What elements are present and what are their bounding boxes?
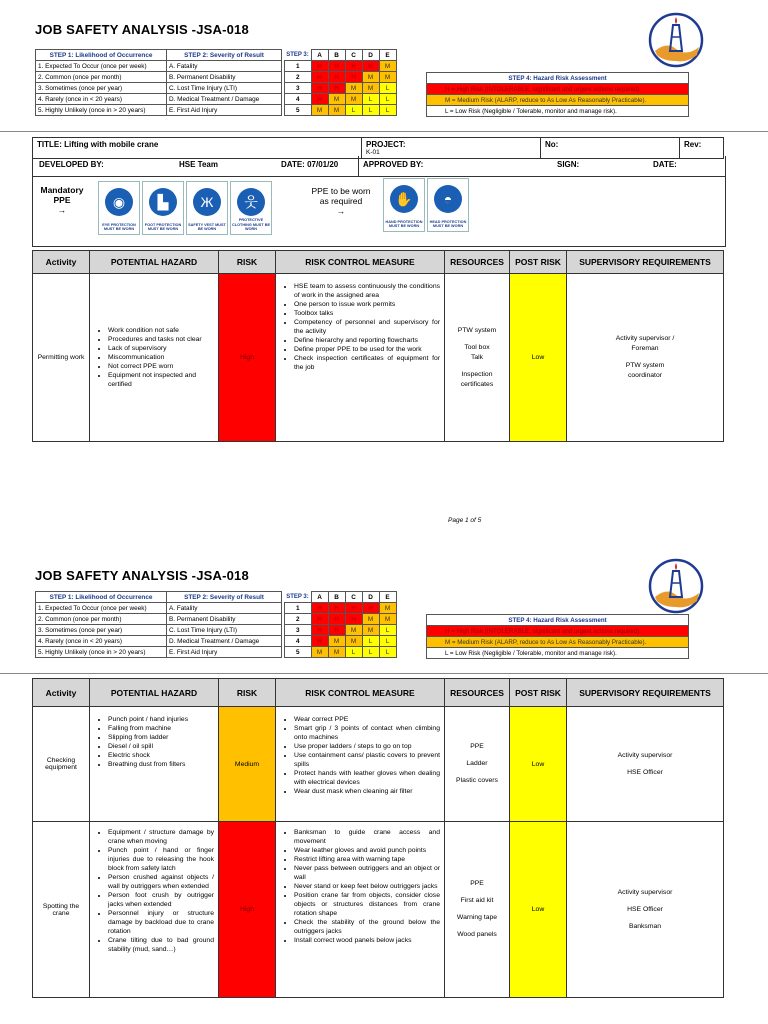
grid-cell: L <box>345 647 362 658</box>
grid-row-header: 3 <box>285 625 312 636</box>
hazard-item: • Work condition not safe <box>108 326 214 335</box>
grid-cell: L <box>379 83 396 94</box>
grid-cell: H <box>362 603 379 614</box>
grid-cell: M <box>345 83 362 94</box>
step1-header: STEP 1: Likelihood of Occurrence <box>36 592 167 603</box>
resource-item: Ladder <box>466 760 488 767</box>
control-item: • Position crane far from objects, consider close objects or structures distances from crane rotation shape <box>294 891 440 918</box>
grid-cell: M <box>362 625 379 636</box>
activity-cell: Checking equipment <box>33 707 90 822</box>
gloves-icon: ✋ HAND PROTECTION MUST BE WORN <box>383 178 425 232</box>
severity-item: C. Lost Time Injury (LTI) <box>167 83 282 94</box>
col-hazard: POTENTIAL HAZARD <box>90 679 219 707</box>
severity-item: A. Fatality <box>167 603 282 614</box>
developed-by-label: DEVELOPED BY: <box>39 160 104 169</box>
resource-item: Wood panels <box>457 931 497 938</box>
col-resources: RESOURCES <box>445 679 510 707</box>
date2-label: DATE: <box>653 160 677 169</box>
sign-label: SIGN: <box>557 160 580 169</box>
control-cell <box>276 822 445 998</box>
grid-cell: L <box>362 105 379 116</box>
control-item: • Smart grip / 3 points of contact when climbing onto machines <box>294 724 440 742</box>
likelihood-severity-table <box>35 591 282 658</box>
grid-col-header: E <box>379 592 396 603</box>
grid-col-header: A <box>311 50 328 61</box>
ppe-row <box>32 176 726 247</box>
supervisory-item: Activity supervisor / Foreman <box>615 335 675 352</box>
hazard-item: • Personnel injury or structure damage by backload due to crane rotation <box>108 909 214 936</box>
helmet-icon: ◓ HEAD PROTECTION MUST BE WORN <box>427 178 469 232</box>
step3-label: STEP 3: <box>286 593 309 600</box>
hazard-item: • Miscommunication <box>108 353 214 362</box>
grid-cell: M <box>311 105 328 116</box>
company-logo-icon <box>647 557 705 615</box>
control-item: • Wear dust mask when cleaning air filter <box>294 787 440 796</box>
post-risk-badge: Low <box>510 274 567 442</box>
document-title: JOB SAFETY ANALYSIS -JSA-018 <box>35 568 249 583</box>
ppe-required-label: PPE to be worn as required <box>311 186 371 206</box>
hazard-item: • Person foot crush by outrigger jacks when extended <box>108 891 214 909</box>
grid-cell: H <box>362 61 379 72</box>
grid-cell: M <box>362 83 379 94</box>
table-row <box>33 822 724 998</box>
grid-cell: M <box>379 61 396 72</box>
likelihood-item: 2. Common (once per month) <box>36 72 167 83</box>
grid-cell: H <box>328 72 345 83</box>
control-item: • Toolbox talks <box>294 309 440 318</box>
table-row <box>33 274 724 442</box>
vest-icon: Ж SAFETY VEST MUST BE WORN <box>186 181 228 235</box>
grid-cell: H <box>328 603 345 614</box>
step2-header: STEP 2: Severity of Result <box>167 592 282 603</box>
page-number: Page 1 of 5 <box>448 517 482 524</box>
col-activity: Activity <box>33 679 90 707</box>
grid-cell: M <box>328 105 345 116</box>
grid-cell: H <box>345 603 362 614</box>
resource-item: PPE <box>470 743 484 750</box>
col-hazard: POTENTIAL HAZARD <box>90 251 219 274</box>
legend-medium: M = Medium Risk (ALARP, reduce to As Low As Reasonably Practicable). <box>427 95 689 106</box>
company-logo-icon <box>647 11 705 69</box>
resources-cell <box>445 707 510 822</box>
grid-col-header: E <box>379 50 396 61</box>
grid-cell: H <box>311 94 328 105</box>
severity-item: B. Permanent Disability <box>167 614 282 625</box>
hazard-cell <box>90 822 219 998</box>
col-post-risk: POST RISK <box>510 251 567 274</box>
supervisory-item: Banksman <box>628 922 662 930</box>
resource-item: PTW system <box>457 326 497 334</box>
grid-col-header: A <box>311 592 328 603</box>
hazard-item: • Lack of supervisory <box>108 344 214 353</box>
grid-cell: L <box>379 94 396 105</box>
control-item: • Wear leather gloves and avoid punch points <box>294 846 440 855</box>
resource-item: PPE <box>470 880 484 887</box>
control-item: • Never pass between outriggers and an object or wall <box>294 864 440 882</box>
hazard-item: • Falling from machine <box>108 724 214 733</box>
grid-cell: M <box>379 614 396 625</box>
grid-cell: H <box>345 72 362 83</box>
risk-badge: High <box>219 274 276 442</box>
grid-row-header: 5 <box>285 647 312 658</box>
legend-high: H = High Risk (INTOLERABLE, significant and urgent actions required) <box>427 626 689 637</box>
control-item: • Banksman to guide crane access and movement <box>294 828 440 846</box>
legend-medium: M = Medium Risk (ALARP, reduce to As Low As Reasonably Practicable). <box>427 637 689 648</box>
approved-by-label: APPROVED BY: <box>363 160 424 169</box>
step4-header: STEP 4: Hazard Risk Assessment <box>427 73 689 84</box>
hazard-risk-legend <box>426 614 689 659</box>
divider <box>0 673 768 674</box>
grid-cell: H <box>311 83 328 94</box>
severity-item: C. Lost Time Injury (LTI) <box>167 625 282 636</box>
grid-cell: M <box>328 636 345 647</box>
hazard-item: • Breathing dust from filters <box>108 760 214 769</box>
grid-cell: M <box>345 636 362 647</box>
grid-col-header: D <box>362 592 379 603</box>
likelihood-item: 3. Sometimes (once per year) <box>36 83 167 94</box>
step2-header: STEP 2: Severity of Result <box>167 50 282 61</box>
control-item: • Wear correct PPE <box>294 715 440 724</box>
grid-cell: L <box>379 636 396 647</box>
activity-cell: Permitting work <box>33 274 90 442</box>
divider <box>0 131 768 132</box>
grid-cell: M <box>328 94 345 105</box>
grid-cell: L <box>379 625 396 636</box>
grid-cell: M <box>362 614 379 625</box>
number-label: No: <box>541 138 680 159</box>
grid-cell: M <box>311 647 328 658</box>
grid-row-header: 1 <box>285 61 312 72</box>
control-item: • Use containment cans/ plastic covers to prevent spills <box>294 751 440 769</box>
grid-cell: L <box>379 647 396 658</box>
col-risk: RISK <box>219 679 276 707</box>
date-value: DATE: 07/01/20 <box>281 160 339 169</box>
grid-cell: H <box>311 636 328 647</box>
supervisory-cell <box>567 274 724 442</box>
cell-divider <box>358 156 359 176</box>
control-item: • Restrict lifting area with warning tape <box>294 855 440 864</box>
revision-label: Rev: <box>680 138 724 159</box>
grid-row-header: 4 <box>285 94 312 105</box>
resources-cell <box>445 274 510 442</box>
post-risk-badge: Low <box>510 822 567 998</box>
resource-item: Warning tape <box>456 914 498 921</box>
control-item: • Check inspection certificates of equipment for the job <box>294 354 440 372</box>
jsa-table-page1 <box>32 250 724 442</box>
risk-badge: High <box>219 822 276 998</box>
likelihood-item: 2. Common (once per month) <box>36 614 167 625</box>
grid-cell: M <box>328 647 345 658</box>
severity-item: A. Fatality <box>167 61 282 72</box>
likelihood-item: 3. Sometimes (once per year) <box>36 625 167 636</box>
grid-cell: M <box>345 94 362 105</box>
hazard-item: • Diesel / oil spill <box>108 742 214 751</box>
document-title: JOB SAFETY ANALYSIS -JSA-018 <box>35 22 249 37</box>
step4-header: STEP 4: Hazard Risk Assessment <box>427 615 689 626</box>
jsa-table-page2 <box>32 678 724 998</box>
severity-item: D. Medical Treatment / Damage <box>167 94 282 105</box>
arrow-icon: → <box>336 206 346 216</box>
hazard-item: • Crane tilting due to bad ground stability (mud, sand…) <box>108 936 214 954</box>
hazard-item: • Punch point / hand or finger injuries due to releasing the hook block from safety latch <box>108 846 214 873</box>
control-item: • Define proper PPE to be used for the work <box>294 345 440 354</box>
grid-cell: L <box>379 105 396 116</box>
table-row <box>33 707 724 822</box>
supervisory-item: PTW system coordinator <box>625 362 665 379</box>
col-control: RISK CONTROL MEASURE <box>276 679 445 707</box>
likelihood-item: 4. Rarely (once in < 20 years) <box>36 636 167 647</box>
mandatory-ppe-label: Mandatory PPE <box>40 185 84 205</box>
control-cell <box>276 707 445 822</box>
hazard-cell <box>90 707 219 822</box>
grid-col-header: C <box>345 592 362 603</box>
severity-item: E. First Aid Injury <box>167 105 282 116</box>
likelihood-item: 1. Expected To Occur (once per week) <box>36 61 167 72</box>
grid-row-header: 2 <box>285 72 312 83</box>
severity-item: B. Permanent Disability <box>167 72 282 83</box>
grid-cell: H <box>328 61 345 72</box>
grid-cell: H <box>311 603 328 614</box>
control-item: • Install correct wood panels below jacks <box>294 936 440 945</box>
hazard-item: • Equipment / structure damage by crane when moving <box>108 828 214 846</box>
control-cell <box>276 274 445 442</box>
grid-cell: H <box>311 61 328 72</box>
risk-badge: Medium <box>219 707 276 822</box>
legend-low: L = Low Risk (Negligible / Tolerable, monitor and manage risk). <box>427 106 689 117</box>
grid-cell: H <box>345 61 362 72</box>
coverall-icon: 웃 PROTECTIVE CLOTHING MUST BE WORN <box>230 181 272 235</box>
goggles-icon: ◉ EYE PROTECTION MUST BE WORN <box>98 181 140 235</box>
post-risk-badge: Low <box>510 707 567 822</box>
risk-matrix-grid <box>284 49 397 116</box>
grid-row-header: 5 <box>285 105 312 116</box>
resource-item: Plastic covers <box>456 777 498 784</box>
col-risk: RISK <box>219 251 276 274</box>
likelihood-item: 1. Expected To Occur (once per week) <box>36 603 167 614</box>
control-item: • HSE team to assess continuously the conditions of work in the assigned area <box>294 282 440 300</box>
hazard-risk-legend <box>426 72 689 117</box>
control-item: • Competency of personnel and supervisory for the activity <box>294 318 440 336</box>
supervisory-item: HSE Officer <box>627 768 663 776</box>
resource-item: First aid kit <box>460 897 494 904</box>
control-item: • Define hierarchy and reporting flowcharts <box>294 336 440 345</box>
supervisory-cell <box>567 707 724 822</box>
project-label: PROJECT: <box>366 140 406 149</box>
grid-cell: H <box>345 614 362 625</box>
col-resources: RESOURCES <box>445 251 510 274</box>
grid-cell: H <box>328 625 345 636</box>
grid-cell: H <box>328 83 345 94</box>
severity-item: D. Medical Treatment / Damage <box>167 636 282 647</box>
supervisory-item: HSE Officer <box>627 905 663 913</box>
grid-cell: M <box>345 625 362 636</box>
control-item: • Use proper ladders / steps to go on top <box>294 742 440 751</box>
grid-cell: M <box>379 72 396 83</box>
grid-cell: H <box>328 614 345 625</box>
resources-cell <box>445 822 510 998</box>
grid-col-header: C <box>345 50 362 61</box>
hazard-item: • Equipment not inspected and certified <box>108 371 214 389</box>
activity-cell: Spotting the crane <box>33 822 90 998</box>
severity-item: E. First Aid Injury <box>167 647 282 658</box>
step3-label: STEP 3: <box>286 51 309 58</box>
grid-col-header: B <box>328 50 345 61</box>
step1-header: STEP 1: Likelihood of Occurrence <box>36 50 167 61</box>
hazard-item: • Person crushed against objects / wall by outriggers when extended <box>108 873 214 891</box>
grid-cell: H <box>311 625 328 636</box>
supervisory-item: Activity supervisor <box>617 751 673 759</box>
developed-by-value: HSE Team <box>179 160 218 169</box>
grid-col-header: B <box>328 592 345 603</box>
control-item: • Check the stability of the ground below the outriggers jacks <box>294 918 440 936</box>
col-supervisory: SUPERVISORY REQUIREMENTS <box>567 679 724 707</box>
hazard-item: • Slipping from ladder <box>108 733 214 742</box>
resource-item: Tool box Talk <box>464 343 490 361</box>
grid-row-header: 4 <box>285 636 312 647</box>
job-title: TITLE: Lifting with mobile crane <box>33 138 362 159</box>
col-activity: Activity <box>33 251 90 274</box>
col-control: RISK CONTROL MEASURE <box>276 251 445 274</box>
grid-cell: L <box>345 105 362 116</box>
grid-row-header: 2 <box>285 614 312 625</box>
supervisory-item: Activity supervisor <box>617 888 673 896</box>
control-item: • One person to issue work permits <box>294 300 440 309</box>
likelihood-item: 5. Highly Unlikely (once in > 20 years) <box>36 105 167 116</box>
hazard-item: • Procedures and tasks not clear <box>108 335 214 344</box>
likelihood-item: 5. Highly Unlikely (once in > 20 years) <box>36 647 167 658</box>
grid-cell: L <box>362 94 379 105</box>
likelihood-item: 4. Rarely (once in < 20 years) <box>36 94 167 105</box>
control-item: • Never stand or keep feet below outriggers jacks <box>294 882 440 891</box>
legend-low: L = Low Risk (Negligible / Tolerable, monitor and manage risk). <box>427 648 689 659</box>
resource-item: Inspection certificates <box>460 370 494 388</box>
col-supervisory: SUPERVISORY REQUIREMENTS <box>567 251 724 274</box>
grid-row-header: 3 <box>285 83 312 94</box>
hazard-item: • Not correct PPE worn <box>108 362 214 371</box>
developed-row <box>32 156 726 177</box>
project-value: K-01 <box>366 149 380 156</box>
control-item: • Protect hands with leather gloves when dealing with electrical devices <box>294 769 440 787</box>
grid-cell: L <box>362 636 379 647</box>
hazard-item: • Electric shock <box>108 751 214 760</box>
col-post-risk: POST RISK <box>510 679 567 707</box>
supervisory-cell <box>567 822 724 998</box>
arrow-icon: → <box>57 205 67 215</box>
hazard-cell <box>90 274 219 442</box>
grid-cell: L <box>362 647 379 658</box>
boots-icon: ▙ FOOT PROTECTION MUST BE WORN <box>142 181 184 235</box>
legend-high: H = High Risk (INTOLERABLE, significant and urgent actions required) <box>427 84 689 95</box>
grid-cell: M <box>362 72 379 83</box>
grid-cell: H <box>311 614 328 625</box>
risk-matrix-grid <box>284 591 397 658</box>
likelihood-severity-table <box>35 49 282 116</box>
grid-cell: H <box>311 72 328 83</box>
hazard-item: • Punch point / hand injuries <box>108 715 214 724</box>
grid-cell: M <box>379 603 396 614</box>
grid-row-header: 1 <box>285 603 312 614</box>
grid-col-header: D <box>362 50 379 61</box>
